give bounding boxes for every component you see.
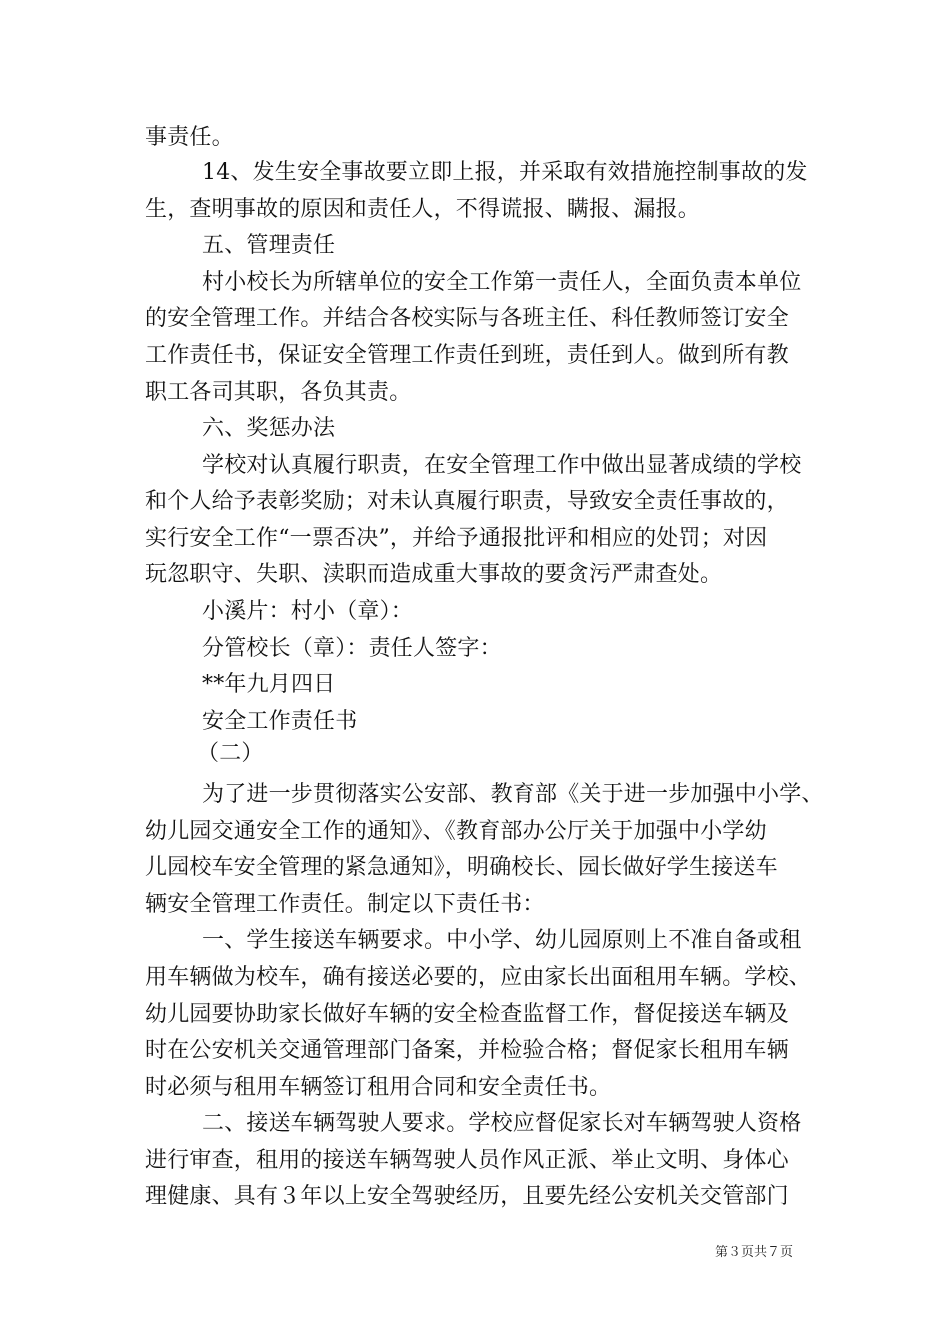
- text-line: 14、发生安全事故要立即上报，并采取有效措施控制事故的发: [202, 160, 808, 185]
- page-number: 第３页共７页: [715, 1245, 794, 1260]
- section-heading: 六、奖惩办法: [202, 416, 336, 441]
- text-line: 和个人给予表彰奖励；对未认真履行职责，导致安全责任事故的，: [145, 489, 789, 514]
- text-line: 玩忽职守、失职、渎职而造成重大事故的要贪污严肃查处。: [145, 562, 723, 587]
- text-line: 为了进一步贯彻落实公安部、教育部《关于进一步加强中小学、: [202, 782, 824, 807]
- text-line: 村小校长为所辖单位的安全工作第一责任人，全面负责本单位: [202, 270, 802, 295]
- date-line: **年九月四日: [202, 672, 336, 697]
- document-title: 安全工作责任书: [202, 709, 358, 734]
- signature-line: 分管校长（章）：责任人签字：: [202, 636, 502, 661]
- document-subtitle: （二）: [197, 741, 264, 766]
- text-line: 事责任。: [145, 125, 234, 150]
- text-line: 二、接送车辆驾驶人要求。学校应督促家长对车辆驾驶人资格: [202, 1111, 802, 1136]
- text-line: 时必须与租用车辆签订租用合同和安全责任书。: [145, 1075, 612, 1100]
- text-line: 理健康、具有３年以上安全驾驶经历，且要先经公安机关交管部门: [145, 1184, 789, 1209]
- text-line: 生，查明事故的原因和责任人，不得谎报、瞒报、漏报。: [145, 197, 701, 222]
- text-line: 幼儿园要协助家长做好车辆的安全检查监督工作，督促接送车辆及: [145, 1002, 789, 1027]
- text-line: 时在公安机关交通管理部门备案，并检验合格；督促家长租用车辆: [145, 1038, 789, 1063]
- signature-line: 小溪片：村小（章）：: [202, 599, 414, 624]
- text-line: 的安全管理工作。并结合各校实际与各班主任、科任教师签订安全: [145, 306, 789, 331]
- text-line: 一、学生接送车辆要求。中小学、幼儿园原则上不准自备或租: [202, 928, 802, 953]
- text-line: 辆安全管理工作责任。制定以下责任书：: [145, 892, 545, 917]
- text-line: 儿园校车安全管理的紧急通知》，明确校长、园长做好学生接送车: [145, 855, 778, 880]
- text-line: 幼儿园交通安全工作的通知》、《教育部办公厅关于加强中小学幼: [145, 819, 767, 844]
- text-line: 进行审查，租用的接送车辆驾驶人员作风正派、举止文明、身体心: [145, 1148, 789, 1173]
- section-heading: 五、管理责任: [202, 233, 336, 258]
- text-line: 职工各司其职，各负其责。: [145, 380, 412, 405]
- text-line: 用车辆做为校车，确有接送必要的，应由家长出面租用车辆。学校、: [145, 965, 812, 990]
- text-line: 工作责任书，保证安全管理工作责任到班，责任到人。做到所有教: [145, 343, 789, 368]
- text-line: 实行安全工作“一票否决”，并给予通报批评和相应的处罚；对因: [145, 526, 768, 551]
- text-line: 学校对认真履行职责，在安全管理工作中做出显著成绩的学校: [202, 453, 802, 478]
